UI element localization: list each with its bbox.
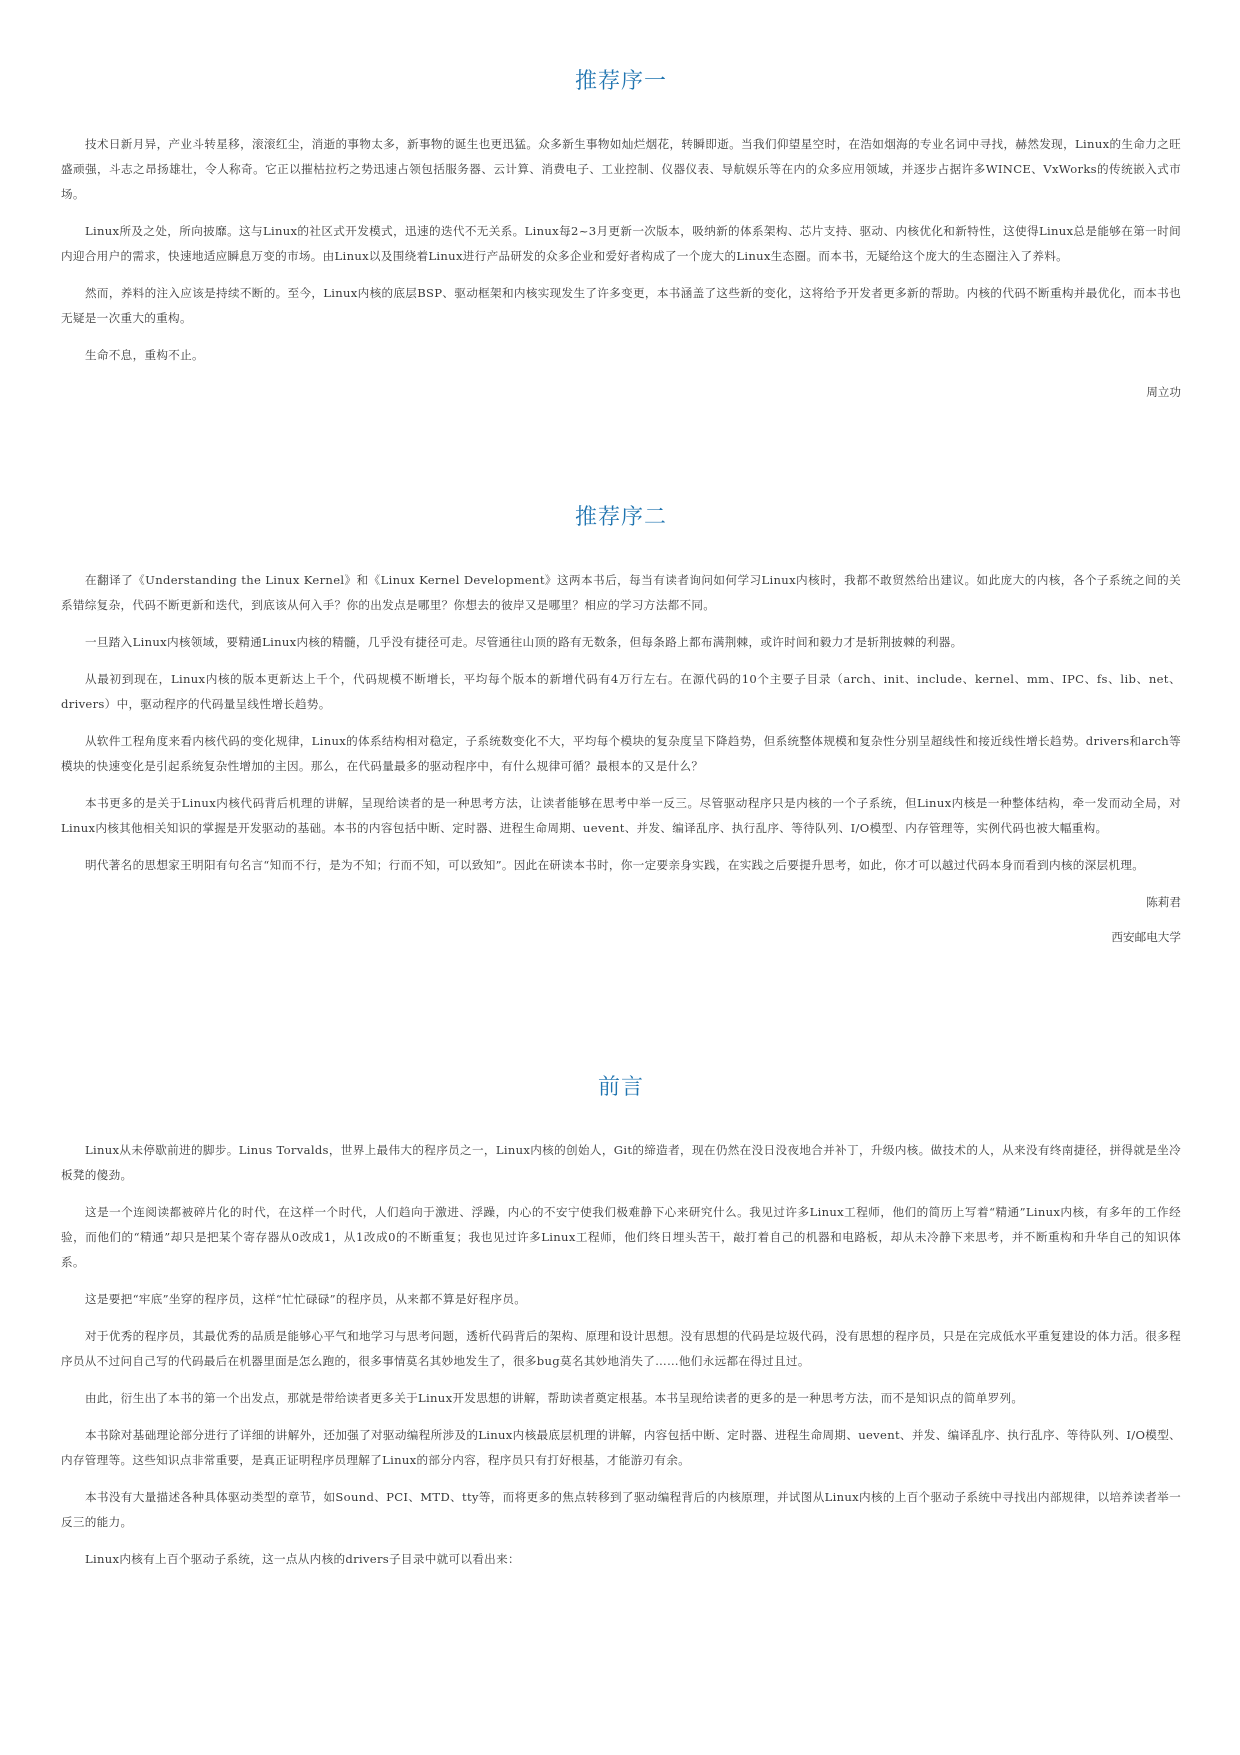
paragraph: 从软件工程角度来看内核代码的变化规律，Linux的体系结构相对稳定，子系统数变化不大，平均每个模块的复杂度呈下降趋势，但系统整体规模和复杂性分别呈超线性和接近线性增长趋势。drivers和arch等模块的快速变化是引起系统复杂性增加的主因。那么，在代码量最多的驱动程序中，有什么规律可循？最根本的又是什么？	[61, 734, 1181, 773]
paragraph: 这是要把“牢底”坐穿的程序员，这样“忙忙碌碌”的程序员，从来都不算是好程序员。	[85, 1292, 527, 1306]
section-title: 推荐序二	[574, 505, 667, 530]
section-title: 推荐序一	[574, 69, 667, 94]
paragraph: 由此，衍生出了本书的第一个出发点，那就是带给读者更多关于Linux开发思想的讲解，帮助读者奠定根基。本书呈现给读者的更多的是一种思考方法，而不是知识点的简单罗列。	[85, 1391, 1024, 1405]
paragraph: 在翻译了《Understanding the Linux Kernel》和《Linux Kernel Development》这两本书后，每当有读者询问如何学习Linux内核时，我都不敢贸然给出建议。如此庞大的内核，各个子系统之间的关系错综复杂，代码不断更新和迭代，到底该从何入手？你的出发点是哪里？你想去的彼岸又是哪里？相应的学习方法都不同。	[61, 573, 1181, 612]
paragraph: 然而，养料的注入应该是持续不断的。至今，Linux内核的底层BSP、驱动框架和内核实现发生了许多变更，本书涵盖了这些新的变化，这将给予开发者更多新的帮助。内核的代码不断重构并最优化，而本书也无疑是一次重大的重构。	[61, 286, 1181, 325]
paragraph: Linux从未停歇前进的脚步。Linus Torvalds，世界上最伟大的程序员之一，Linux内核的创始人，Git的缔造者，现在仍然在没日没夜地合并补丁，升级内核。做技术的人，从来没有终南捷径，拼得就是坐冷板凳的傻劲。	[61, 1143, 1181, 1182]
foreword-one	[61, 64, 1181, 405]
preface	[61, 1070, 1181, 1584]
paragraph: 明代著名的思想家王明阳有句名言“知而不行，是为不知；行而不知，可以致知”。因此在研读本书时，你一定要亲身实践，在实践之后要提升思考，如此，你才可以越过代码本身而看到内核的深层机理。	[85, 858, 1145, 872]
paragraph: 本书除对基础理论部分进行了详细的讲解外，还加强了对驱动编程所涉及的Linux内核最底层机理的讲解，内容包括中断、定时器、进程生命周期、uevent、并发、编译乱序、执行乱序、等待队列、I/O模型、内存管理等。这些知识点非常重要，是真正证明程序员理解了Linux的部分内容，程序员只有打好根基，才能游刃有余。	[61, 1428, 1181, 1467]
paragraph: Linux所及之处，所向披靡。这与Linux的社区式开发模式，迅速的迭代不无关系。Linux每2~3月更新一次版本，吸纳新的体系架构、芯片支持、驱动、内核优化和新特性，这使得Linux总是能够在第一时间内迎合用户的需求，快速地适应瞬息万变的市场。由Linux以及围绕着Linux进行产品研发的众多企业和爱好者构成了一个庞大的Linux生态圈。而本书，无疑给这个庞大的生态圈注入了养料。	[61, 224, 1181, 263]
paragraph: 这是一个连阅读都被碎片化的时代，在这样一个时代，人们趋向于激进、浮躁，内心的不安宁使我们极难静下心来研究什么。我见过许多Linux工程师，他们的简历上写着“精通”Linux内核，有多年的工作经验，而他们的“精通”却只是把某个寄存器从0改成1，从1改成0的不断重复；我也见过许多Linux工程师，他们终日埋头苦干，敲打着自己的机器和电路板，却从未冷静下来思考，并不断重构和升华自己的知识体系。	[61, 1205, 1181, 1269]
paragraph: Linux内核有上百个驱动子系统，这一点从内核的drivers子目录中就可以看出来：	[85, 1552, 520, 1566]
signature-author: 周立功	[1146, 385, 1181, 399]
paragraph: 对于优秀的程序员，其最优秀的品质是能够心平气和地学习与思考问题，透析代码背后的架构、原理和设计思想。没有思想的代码是垃圾代码，没有思想的程序员，只是在完成低水平重复建设的体力活。很多程序员从不过问自己写的代码最后在机器里面是怎么跑的，很多事情莫名其妙地发生了，很多bug莫名其妙地消失了……他们永远都在得过且过。	[61, 1329, 1181, 1368]
paragraph: 技术日新月异，产业斗转星移，滚滚红尘，消逝的事物太多，新事物的诞生也更迅猛。众多新生事物如灿烂烟花，转瞬即逝。当我们仰望星空时，在浩如烟海的专业名词中寻找，赫然发现，Linux的生命力之旺盛顽强，斗志之昂扬雄壮，令人称奇。它正以摧枯拉朽之势迅速占领包括服务器、云计算、消费电子、工业控制、仪器仪表、导航娱乐等在内的众多应用领域，并逐步占据许多WINCE、VxWorks的传统嵌入式市场。	[61, 137, 1181, 201]
foreword-two	[61, 500, 1181, 950]
paragraph: 一旦踏入Linux内核领域，要精通Linux内核的精髓，几乎没有捷径可走。尽管通往山顶的路有无数条，但每条路上都布满荆棘，或许时间和毅力才是斩荆披棘的利器。	[85, 635, 963, 649]
paragraph: 本书没有大量描述各种具体驱动类型的章节，如Sound、PCI、MTD、tty等，而将更多的焦点转移到了驱动编程背后的内核原理，并试图从Linux内核的上百个驱动子系统中寻找出内部规律，以培养读者举一反三的能力。	[61, 1490, 1181, 1529]
paragraph: 生命不息，重构不止。	[85, 348, 204, 362]
paragraph: 从最初到现在，Linux内核的版本更新达上千个，代码规模不断增长，平均每个版本的新增代码有4万行左右。在源代码的10个主要子目录（arch、init、include、kernel、mm、IPC、fs、lib、net、drivers）中，驱动程序的代码量呈线性增长趋势。	[61, 672, 1181, 711]
section-title: 前言	[597, 1075, 644, 1100]
signature-affiliation: 西安邮电大学	[1111, 930, 1181, 944]
signature-author: 陈莉君	[1146, 895, 1181, 909]
paragraph: 本书更多的是关于Linux内核代码背后机理的讲解，呈现给读者的是一种思考方法，让读者能够在思考中举一反三。尽管驱动程序只是内核的一个子系统，但Linux内核是一种整体结构，牵一发而动全局，对Linux内核其他相关知识的掌握是开发驱动的基础。本书的内容包括中断、定时器、进程生命周期、uevent、并发、编译乱序、执行乱序、等待队列、I/O模型、内存管理等，实例代码也被大幅重构。	[61, 796, 1181, 835]
